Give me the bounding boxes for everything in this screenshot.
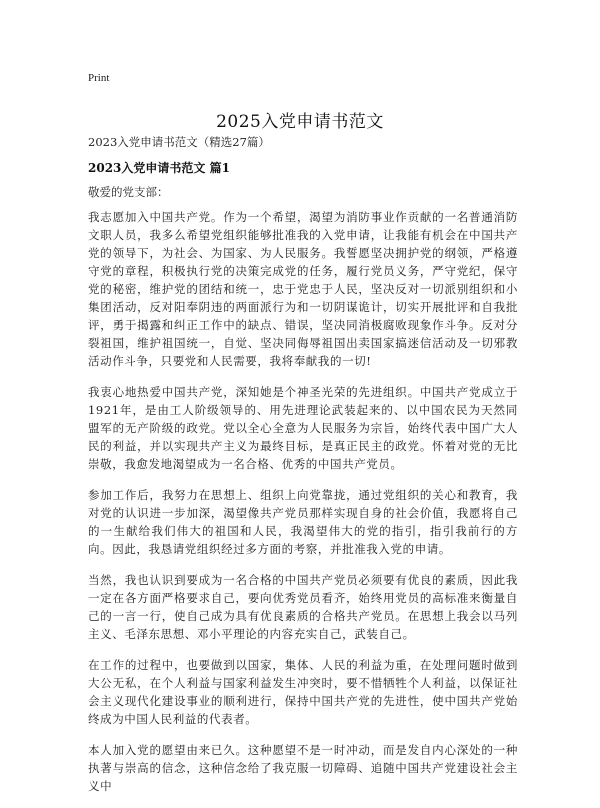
paragraph: 在工作的过程中，也要做到以国家，集体、人民的利益为重，在处理问题时做到大公无私，在个人利益与国家利益发生冲突时，要不惜牺牲个人利益，以保证社会主义现代化建设事业的顺利进行，保持中国共产党的先进性，使中国共产党始终成为中国人民利益的代表者。 — [88, 658, 518, 726]
paragraph: 参加工作后，我努力在思想上、组织上向党靠拢，通过党组织的关心和教育，我对党的认识进一步加深，渴望像共产党员那样实现自身的社会价值，我愿将自己的一生献给我们伟大的祖国和人民，我渴望伟大的党的指引，指引我前行的方向。因此，我恳请党组织经过多方面的考察，并批准我入党的申请。 — [88, 488, 518, 556]
paragraph: 本人加入党的愿望由来已久。这种愿望不是一时冲动，而是发自内心深处的一种执著与崇高的信念，这种信念给了我克服一切障碍、追随中国共产党建设社会主义中 — [88, 743, 518, 793]
section-heading: 2023入党申请书范文 篇1 — [88, 161, 230, 175]
print-label[interactable]: Print — [88, 72, 110, 84]
paragraph: 我志愿加入中国共产党。作为一个希望，渴望为消防事业作贡献的一名普通消防文职人员，我多么希望党组织能够批准我的入党申请，让我能有机会在中国共产党的领导下，为社会、为国家、为人民服务。我誓愿坚决拥护党的纲领，严格遵守党的章程，积极执行党的决策完成党的任务，履行党员义务，严守党纪，保守党的秘密，维护党的团结和统一，忠于党忠于人民，坚决反对一切派别组织和小集团活动，反对阳奉阴违的两面派行为和一切阴谋诡计，切实开展批评和自我批评，勇于揭露和纠正工作中的缺点、错误，坚决同消极腐败现象作斗争。反对分裂祖国，维护祖国统一，自觉、坚决同侮辱祖国出卖国家搞迷信活动及一切邪教活动作斗争，只要党和人民需要，我将奉献我的一切! — [88, 210, 518, 368]
page-title: 2025入党申请书范文 — [216, 112, 384, 133]
paragraph: 我衷心地热爱中国共产党，深知她是个神圣光荣的先进组织。中国共产党成立于1921年，是由工人阶级领导的、用先进理论武装起来的、以中国农民为天然同盟军的无产阶级的政党。党以全心全意为人民服务为宗旨，始终代表中国广大人民的利益，并以实现共产主义为最终目标，是真正民主的政党。怀着对党的无比崇敬，我愈发地渴望成为一名合格、优秀的中国共产党员。 — [88, 385, 518, 471]
paragraph: 当然，我也认识到要成为一名合格的中国共产党员必须要有优良的素质，因此我一定在各方面严格要求自己，要向优秀党员看齐，始终用党员的高标准来衡量自己的一言一行，使自己成为具有优良素质的合格共产党员。在思想上我会以马列主义、毛泽东思想、邓小平理论的内容充实自己，武装自己。 — [88, 573, 518, 641]
letter-body — [88, 208, 518, 808]
document-subtitle: 2023入党申请书范文（精选27篇） — [88, 135, 270, 149]
salutation: 敬爱的党支部： — [88, 185, 169, 199]
